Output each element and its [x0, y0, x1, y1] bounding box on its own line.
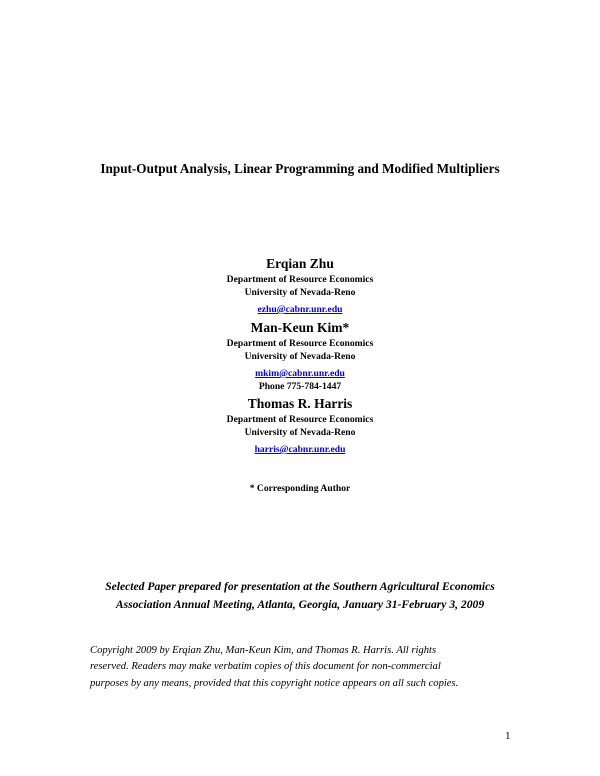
corresponding-author-note: * Corresponding Author — [249, 483, 351, 494]
author-block-3 — [0, 396, 600, 457]
author-block-1 — [0, 256, 600, 317]
author-university: University of Nevada-Reno — [244, 426, 356, 438]
author-university: University of Nevada-Reno — [244, 350, 356, 362]
author-name: Erqian Zhu — [266, 256, 334, 271]
author-university: University of Nevada-Reno — [244, 286, 356, 298]
author-email-link[interactable]: harris@cabnr.unr.edu — [254, 444, 346, 455]
selected-paper-note — [0, 578, 600, 614]
author-name: Thomas R. Harris — [247, 396, 353, 411]
author-email-link[interactable]: ezhu@cabnr.unr.edu — [257, 304, 343, 315]
selected-paper-line: Selected Paper prepared for presentation at the Southern Agricultural Economics — [105, 580, 495, 593]
author-name: Man-Keun Kim* — [250, 320, 350, 335]
selected-paper-line: Association Annual Meeting, Atlanta, Georgia, January 31-February 3, 2009 — [115, 598, 485, 611]
author-email-link[interactable]: mkim@cabnr.unr.edu — [255, 368, 345, 379]
page-number: 1 — [505, 730, 511, 742]
author-department: Department of Resource Economics — [226, 414, 374, 425]
author-department: Department of Resource Economics — [226, 338, 374, 349]
copyright-line: purposes by any means, provided that this copyright notice appears on all such copies. — [90, 677, 459, 689]
paper-title: Input-Output Analysis, Linear Programming and Modified Multipliers — [100, 161, 500, 176]
author-block-2 — [0, 320, 600, 394]
copyright-line: Copyright 2009 by Erqian Zhu, Man-Keun Kim, and Thomas R. Harris. All rights — [90, 645, 437, 656]
author-department: Department of Resource Economics — [226, 274, 374, 285]
author-phone: Phone 775-784-1447 — [258, 381, 342, 392]
copyright-line: reserved. Readers may make verbatim copies of this document for non-commercial — [90, 661, 441, 673]
copyright-notice — [90, 643, 520, 692]
